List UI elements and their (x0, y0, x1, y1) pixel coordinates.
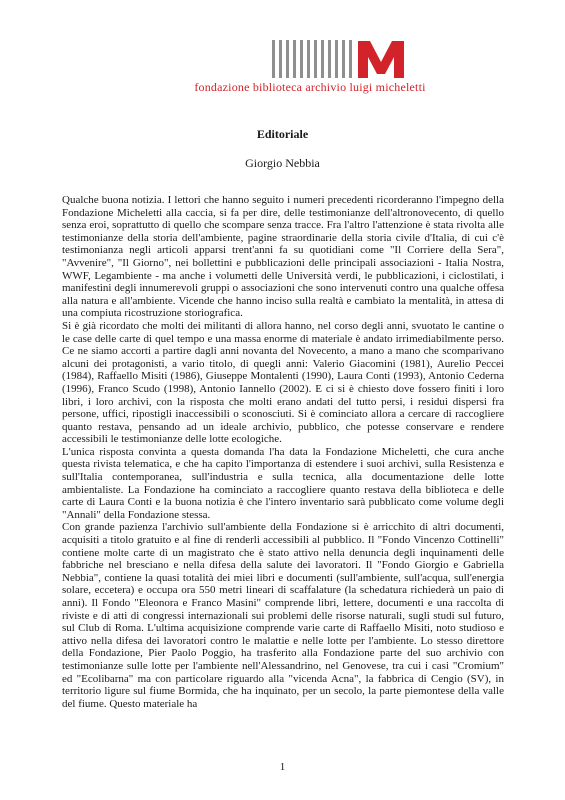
paragraph: Con grande pazienza l'archivio sull'ambiente della Fondazione si è arricchito di altri documenti, acquisiti a titolo gratuito e al fine di renderli accessibili al pubblico. Il "Fondo Vincenzo Cottinelli" contiene molte carte di un magistrato che è stato attivo nella denuncia degli inquinamenti delle fabbriche nel bresciano e nella difesa della salute dei lavoratori. Il "Fondo Giorgio e Gabriella Nebbia", contiene la quasi totalità dei miei libri e documenti (sull'ambiente, sull'acqua, sull'energia solare, eccetera) e occupa ora 550 metri lineari di scaffalature (la schedatura richiederà un paio di anni). Il Fondo "Eleonora e Franco Masini" comprende libri, lettere, documenti e una raccolta di riviste e di atti di congressi internazionali sui problemi delle risorse naturali, sugli studi sul futuro, sul Club di Roma. L'ultima acquisizione comprende varie carte di Raffaello Misiti, noto studioso e attivo nella difesa dei lavoratori contro le malattie e nelle lotte per l'ambiente. Lo stesso direttore della Fondazione, Pier Paolo Poggio, ha trasferito alla Fondazione parte del suo archivio con testimonianze sulle lotte per l'ambiente nell'Alessandrino, nel Genovese, tra cui i casi "Cromium" ed "Ecolibarna" ma con particolare riguardo alla "vicenda Acna", la fabbrica di Cengio (SV), in territorio ligure sul fiume Bormida, che ha inquinato, per un secolo, la parte piemontese della valle del fiume. Questo materiale ha (62, 521, 504, 710)
logo-text: fondazione biblioteca archivio luigi micheletti (194, 80, 426, 94)
paragraph: Si è già ricordato che molti dei militanti di allora hanno, nel corso degli anni, svuotato le cantine o le case delle carte di quel tempo e una massa enorme di materiale è andato irrimediabilmente perso. Ce ne siamo accorti a partire dagli anni novanta del Novecento, a mano a mano che scomparivano alcuni dei protagonisti, a vario titolo, di quegli anni: Valerio Giacomini (1981), Aurelio Peccei (1984), Raffaello Misiti (1986), Giuseppe Montalenti (1990), Laura Conti (1993), Antonio Cederna (1996), Franco Scudo (1998), Antonio Iannello (2002). E ci si è chiesto dove fossero finiti i loro libri, i loro archivi, con la risposta che molti erano andati del tutto persi, i residui dispersi fra persone, uffici, ripostigli inaccessibili o sconosciuti. Si è cominciato allora a cercare di raccogliere quanto restava, pensando ad un ideale archivio, pubblico, che potesse conservare e rendere accessibili le testimonianze delle lotte ecologiche. (62, 319, 504, 446)
article-title: Editoriale (256, 127, 309, 141)
page-number: 1 (279, 761, 286, 773)
logo-m-mark (356, 40, 406, 78)
paragraph: Qualche buona notizia. I lettori che hanno seguito i numeri precedenti ricorderanno l'impegno della Fondazione Micheletti alla caccia, si fa per dire, delle testimonianze dell'altronovecento, di quello senza eroi, soprattutto di quello che scompare senza tracce. Fra l'altro l'attenzione è stata rivolta alle testimonianze della storia dell'ambiente, pagine straordinarie della storia civile d'Italia, di cui c'è testimonianza negli articoli apparsi trent'anni fa su quotidiani come "Il Corriere della Sera", "Avvenire", "Il Giorno", nei bollettini e pubblicazioni delle principali associazioni - Italia Nostra, WWF, Legambiente - ma anche i volumetti delle Università verdi, le pubblicazioni, i ciclostilati, i manifestini degli innumerevoli gruppi o associazioni che sono intervenuti contro una qualche offesa alla natura e all'ambiente. Vicende che hanno inciso sulla realtà e cambiato la mentalità, in attesa di una compiuta ricostruzione storiografica. (62, 194, 504, 320)
article-author: Giorgio Nebbia (245, 156, 320, 170)
paragraph: L'unica risposta convinta a questa domanda l'ha data la Fondazione Micheletti, che cura anche questa rivista telematica, e che ha capito l'importanza di estendere i suoi archivi, sulla Resistenza e sull'Italia contemporanea, sull'industria e sulla tecnica, alla documentazione delle lotte ambientaliste. La Fondazione ha cominciato a raccogliere quanto restava della biblioteca e delle carte di Laura Conti e la buona notizia è che l'intero inventario sarà pubblicato come volume degli "Annali" della Fondazione stessa. (62, 445, 504, 521)
article-body (62, 194, 504, 710)
foundation-logo (0, 40, 565, 110)
